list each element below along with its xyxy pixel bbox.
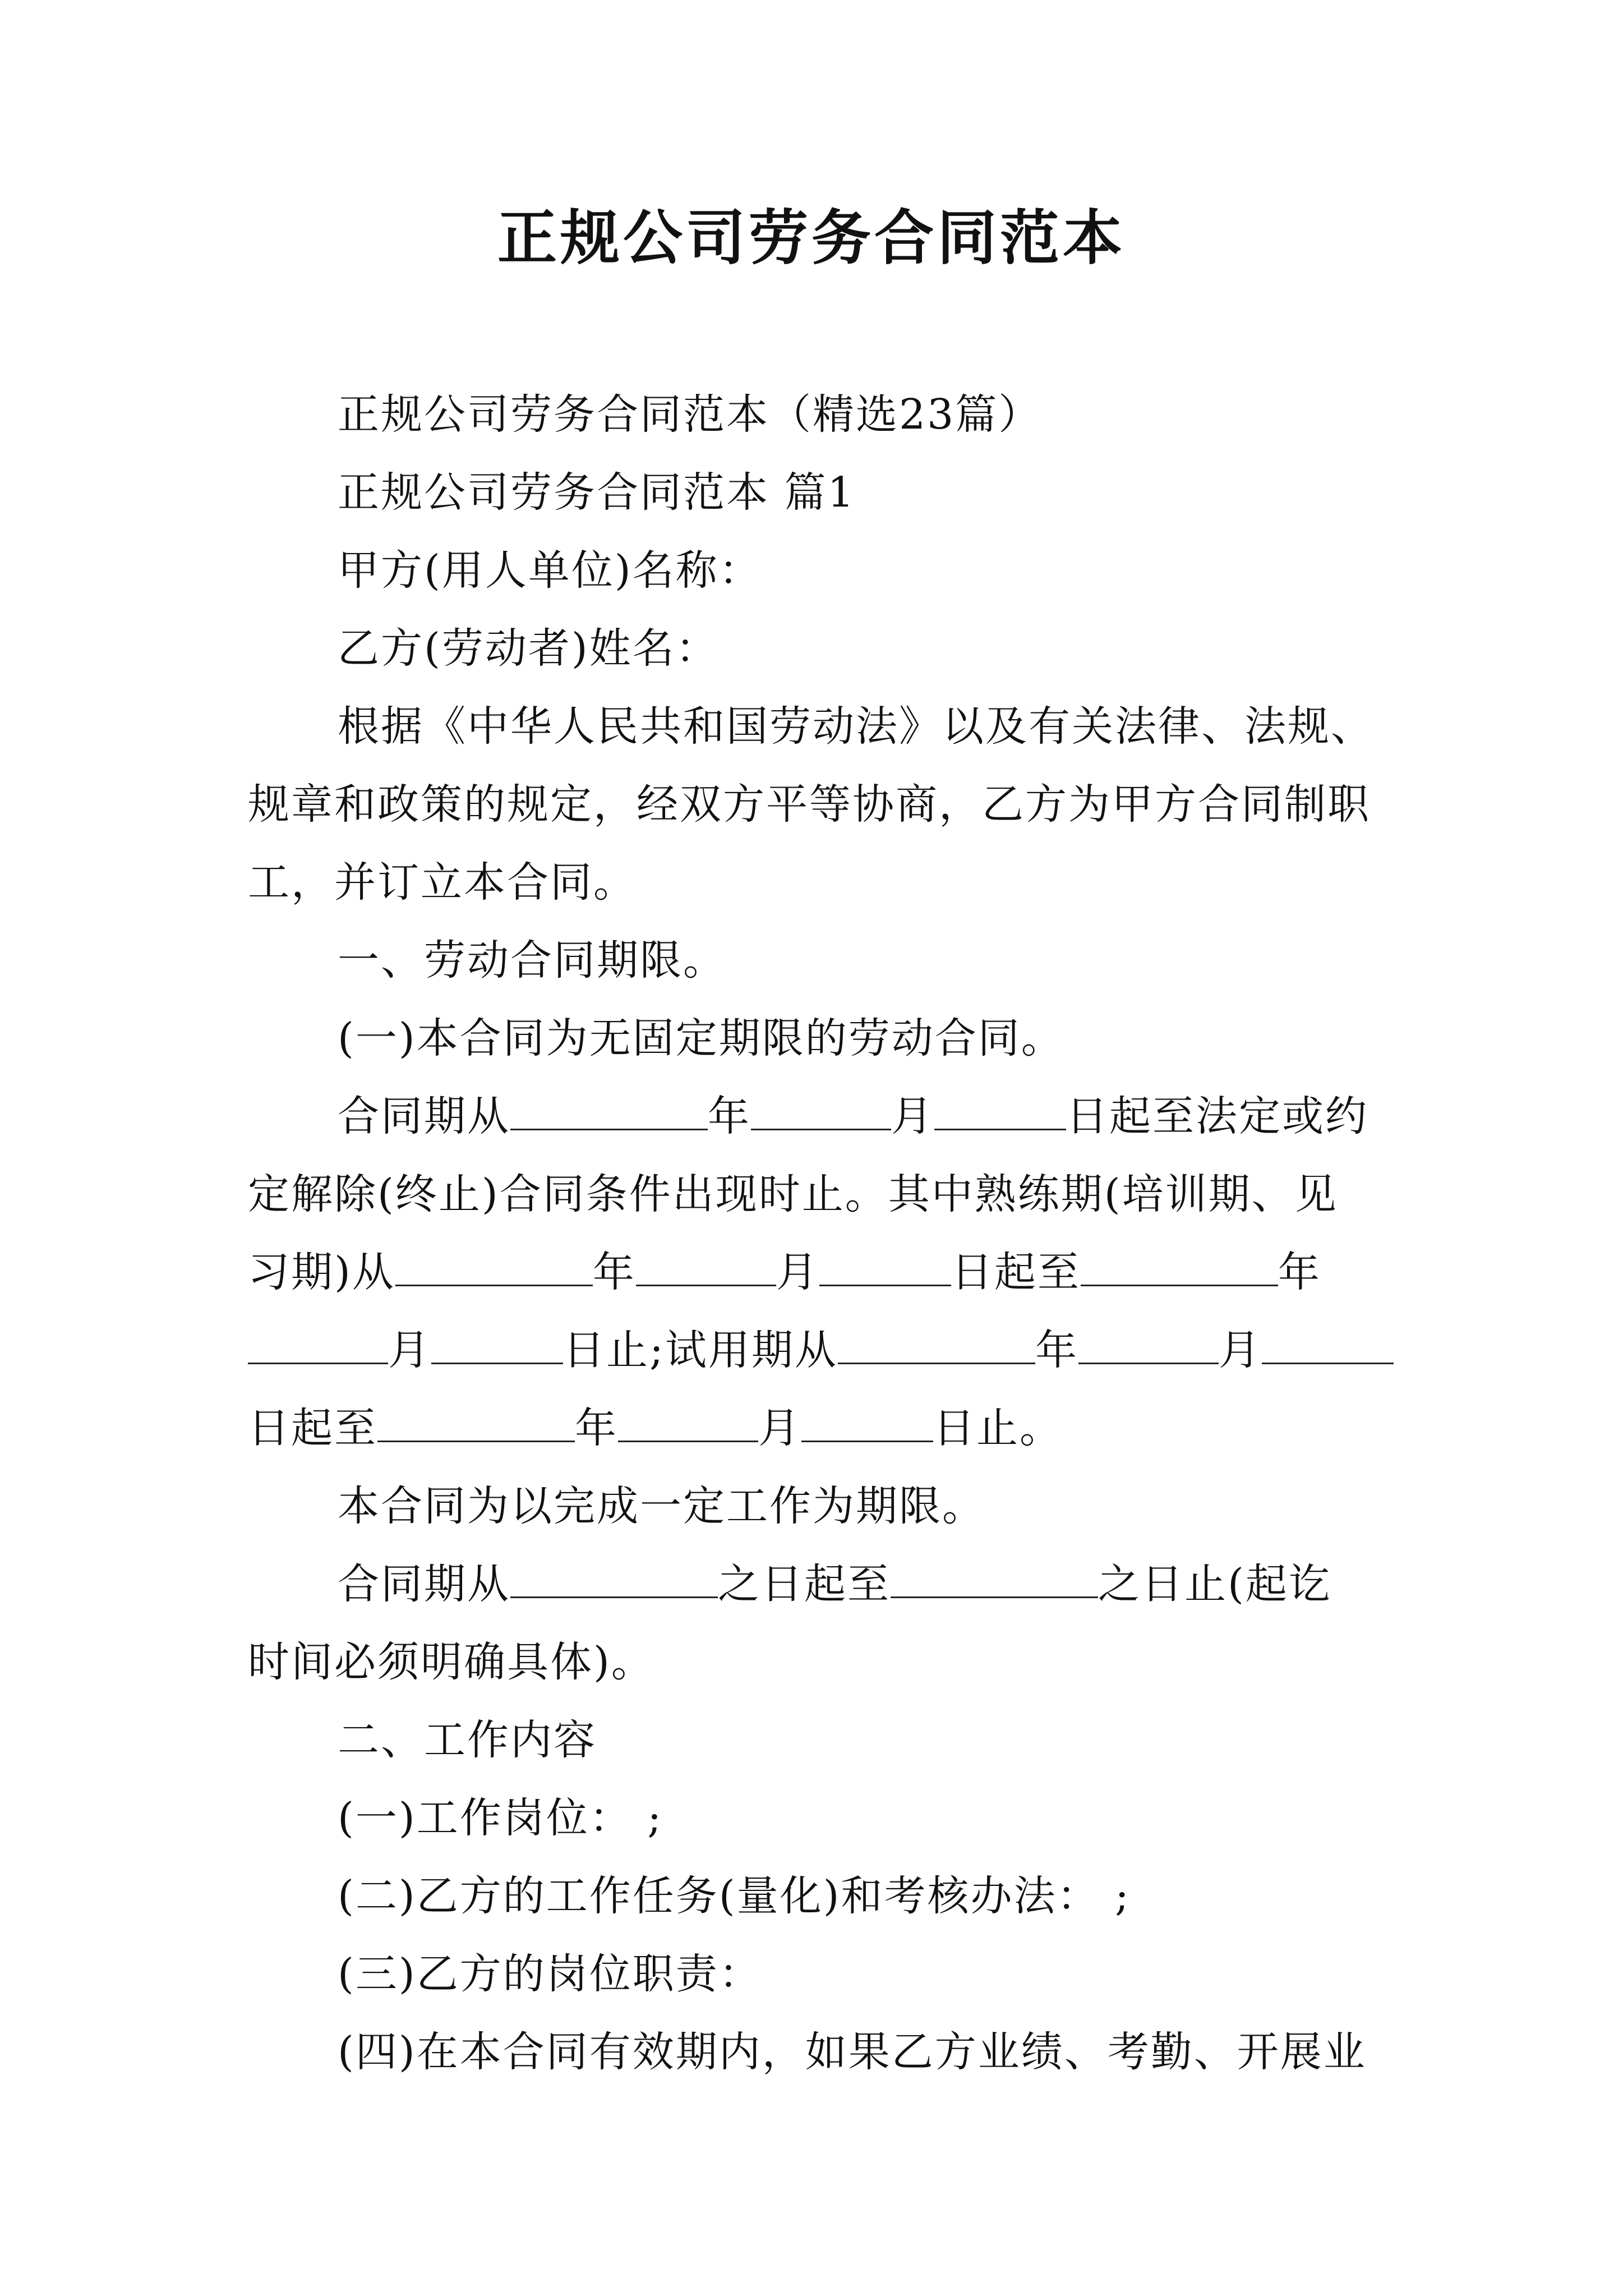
clause-line: (一)工作岗位： ; xyxy=(338,1794,663,1842)
clause-line: 时间必须明确具体)。 xyxy=(248,1638,654,1686)
text-segment: 月 xyxy=(758,1404,801,1452)
blank-field[interactable] xyxy=(891,1562,1098,1598)
text-segment: 年 xyxy=(592,1248,636,1296)
text-segment: 月 xyxy=(1218,1326,1262,1374)
blank-field[interactable] xyxy=(248,1328,388,1364)
blank-field[interactable] xyxy=(1078,1328,1219,1364)
paragraph-line: 根据《中华人民共和国劳动法》以及有关法律、法规、 xyxy=(338,702,1374,751)
clause-heading: 二、工作内容 xyxy=(338,1716,597,1764)
blank-field[interactable] xyxy=(838,1328,1035,1364)
text-segment: 年 xyxy=(708,1092,751,1140)
blank-field[interactable] xyxy=(801,1406,933,1442)
blank-field[interactable] xyxy=(395,1250,593,1286)
blank-field[interactable] xyxy=(819,1250,951,1286)
blank-field[interactable] xyxy=(618,1406,758,1442)
clause-line xyxy=(248,1078,1384,1156)
text-segment: 年 xyxy=(1278,1248,1321,1296)
document-body xyxy=(248,376,1384,2091)
text-segment: 习期)从 xyxy=(248,1248,395,1296)
text-segment: 日起至 xyxy=(951,1248,1081,1296)
clause-line xyxy=(248,1545,1384,1623)
clause-line xyxy=(248,1389,1384,1467)
text-segment: 年 xyxy=(575,1404,618,1452)
text-segment: 合同期从 xyxy=(338,1092,510,1140)
blank-field[interactable] xyxy=(510,1094,708,1130)
clause-line: 本合同为以完成一定工作为期限。 xyxy=(338,1482,985,1530)
document-title: 正规公司劳务合同范本 xyxy=(497,204,1126,273)
text-segment: 月 xyxy=(891,1092,934,1140)
text-segment: 之日起至 xyxy=(718,1560,891,1608)
blank-field[interactable] xyxy=(431,1328,563,1364)
clause-line: (四)在本合同有效期内，如果乙方业绩、考勤、开展业 xyxy=(338,2028,1367,2076)
paragraph-line: 工，并订立本合同。 xyxy=(248,858,637,907)
paragraph-line: 规章和政策的规定，经双方平等协商，乙方为甲方合同制职 xyxy=(248,780,1371,829)
party-b-line: 乙方(劳动者)姓名： xyxy=(338,624,719,673)
clause-line xyxy=(248,1312,1384,1389)
blank-field[interactable] xyxy=(1081,1250,1278,1286)
blank-field[interactable] xyxy=(1262,1328,1394,1364)
blank-field[interactable] xyxy=(751,1094,891,1130)
text-segment: 合同期从 xyxy=(338,1560,510,1608)
clause-line: (二)乙方的工作任务(量化)和考核办法： ; xyxy=(338,1872,1131,1920)
clause-line xyxy=(248,1234,1384,1312)
clause-heading: 一、劳动合同期限。 xyxy=(338,936,726,984)
blank-field[interactable] xyxy=(934,1094,1066,1130)
clause-line: 定解除(终止)合同条件出现时止。其中熟练期(培训期、见 xyxy=(248,1170,1338,1218)
text-segment: 年 xyxy=(1035,1326,1078,1374)
text-segment: 日起至法定或约 xyxy=(1066,1092,1368,1140)
subtitle-line: 正规公司劳务合同范本（精选23篇） xyxy=(338,390,1042,439)
clause-line: (一)本合同为无固定期限的劳动合同。 xyxy=(338,1014,1064,1062)
text-segment: 月 xyxy=(388,1326,431,1374)
section-heading: 正规公司劳务合同范本 篇1 xyxy=(338,468,856,517)
blank-field[interactable] xyxy=(377,1406,575,1442)
text-segment: 日止。 xyxy=(933,1404,1063,1452)
blank-field[interactable] xyxy=(636,1250,776,1286)
text-segment: 日起至 xyxy=(248,1404,377,1452)
text-segment: 日止;试用期从 xyxy=(563,1326,838,1374)
text-segment: 之日止(起讫 xyxy=(1098,1560,1332,1608)
blank-field[interactable] xyxy=(510,1562,718,1598)
party-a-line: 甲方(用人单位)名称： xyxy=(338,546,762,595)
text-segment: 月 xyxy=(776,1248,819,1296)
clause-line: (三)乙方的岗位职责： xyxy=(338,1950,762,1998)
